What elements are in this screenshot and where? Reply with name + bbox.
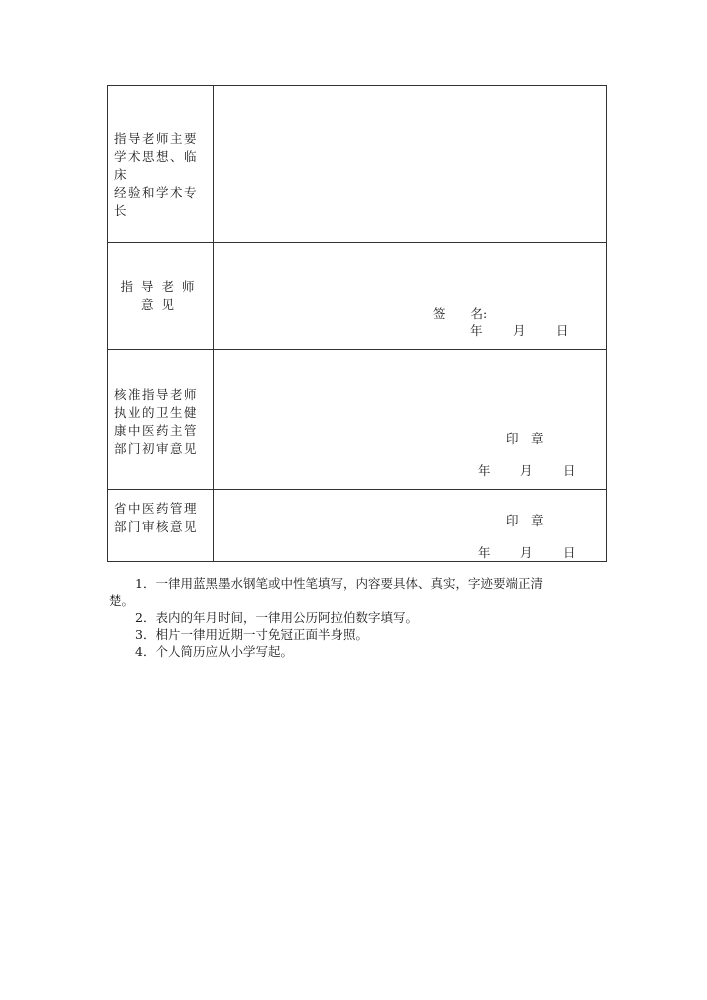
label-advisor-opinion [108, 242, 214, 349]
note-item: 3．相片一律用近期一寸免冠正面半身照。 [135, 627, 368, 642]
seal-label: 印 章 [506, 430, 544, 446]
label-health-dept-review [108, 349, 214, 489]
label-line: 执业的卫生健 [114, 404, 199, 420]
label-line: 康中医药主管 [114, 422, 199, 438]
label-line: 指导老师 [120, 278, 203, 294]
date-year-label: 年 [478, 544, 491, 560]
label-line: 意见 [140, 296, 182, 312]
date-day-label: 日 [563, 544, 576, 560]
notes-section [109, 575, 629, 660]
note-item: 2．表内的年月时间，一律用公历阿拉伯数字填写。 [135, 610, 418, 625]
date-month-label: 月 [520, 544, 533, 560]
row-provincial-review [108, 489, 607, 561]
date-day-label: 日 [556, 322, 569, 338]
label-advisor-expertise [108, 86, 214, 243]
date-day-label: 日 [563, 462, 576, 478]
field-provincial-review[interactable] [214, 489, 607, 561]
form-table [107, 85, 607, 562]
note-item-continuation: 楚。 [109, 593, 135, 608]
note-item: 4．个人简历应从小学写起。 [135, 644, 293, 659]
label-line: 学术思想、临床 [114, 149, 199, 182]
date-year-label: 年 [478, 462, 491, 478]
label-line: 部门审核意见 [114, 518, 199, 534]
field-advisor-expertise[interactable] [214, 86, 607, 243]
row-health-dept-review [108, 349, 607, 489]
label-line: 经验和学术专 [114, 185, 199, 200]
signature-label: 签 名: [433, 305, 488, 321]
label-line: 指导老师主要 [114, 131, 199, 146]
label-provincial-review [108, 489, 214, 561]
date-year-label: 年 [470, 322, 483, 338]
date-month-label: 月 [513, 322, 526, 338]
seal-label: 印 章 [506, 512, 544, 528]
field-health-dept-review[interactable] [214, 349, 607, 489]
date-month-label: 月 [520, 462, 533, 478]
label-line: 部门初审意见 [114, 440, 199, 456]
label-line: 核准指导老师 [114, 386, 199, 402]
label-line: 长 [114, 203, 129, 218]
row-advisor-expertise [108, 86, 607, 243]
note-item: 1．一律用蓝黑墨水钢笔或中性笔填写，内容要具体、真实，字迹要端正清 [135, 576, 543, 591]
label-line: 省中医药管理 [114, 500, 199, 516]
field-advisor-opinion[interactable] [214, 242, 607, 349]
row-advisor-opinion [108, 242, 607, 349]
